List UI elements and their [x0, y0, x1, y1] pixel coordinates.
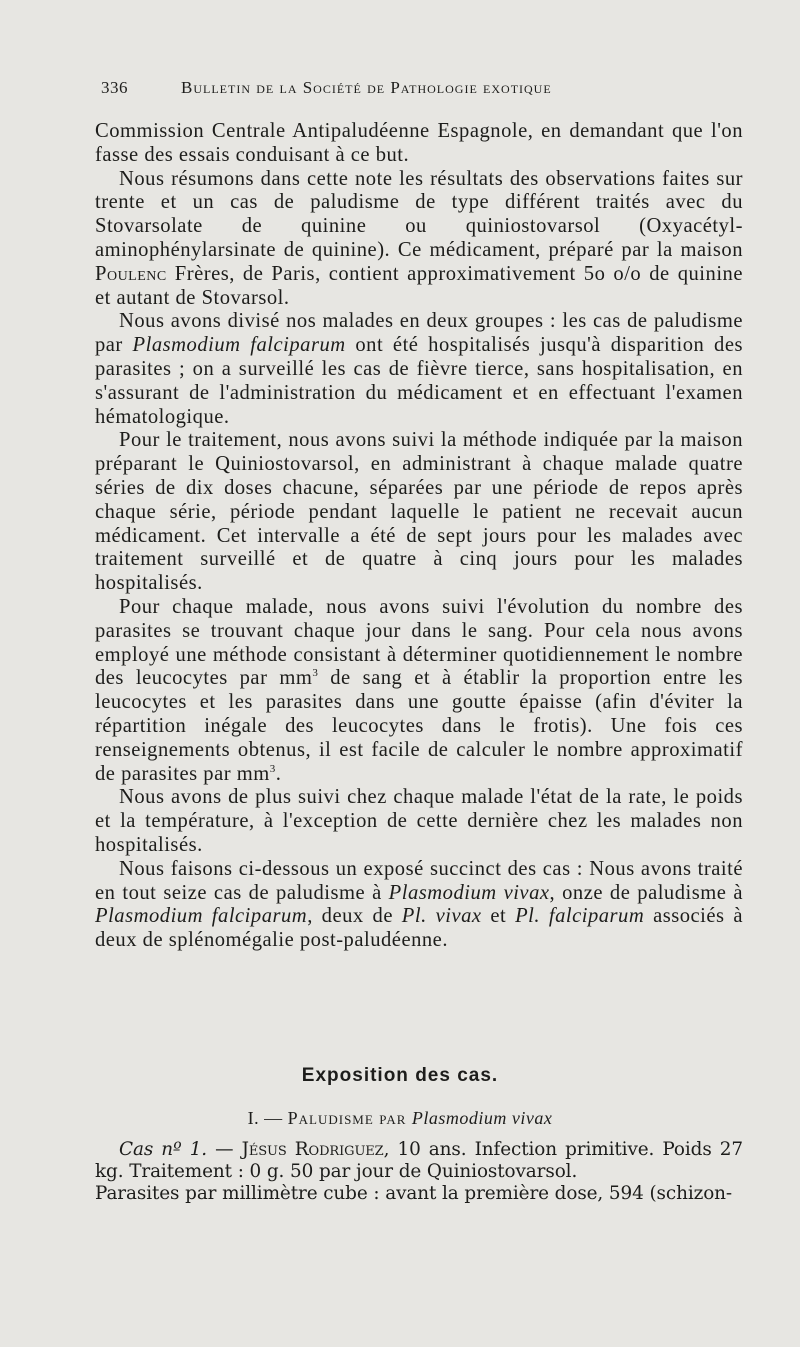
firm-name: Poulenc	[95, 262, 167, 285]
running-title: Bulletin de la Société de Pathologie exotique	[181, 78, 552, 97]
text-run: associés à deux de splénomégalie post-paludéenne.	[95, 905, 744, 952]
paragraph-6: Nous avons de plus suivi chez chaque malade l'état de la rate, le poids et la température, à l'exception de cette dernière chez les malades non hospitalisés.	[95, 786, 743, 856]
case-paragraph	[95, 1139, 743, 1183]
page-number: 336	[101, 78, 128, 97]
subsection-heading	[0, 1108, 800, 1129]
species-name: Plasmodium vivax	[388, 881, 550, 904]
text-run: Nous faisons ci-dessous un exposé succinct des cas : Nous avons traité en tout seize cas de paludisme à	[95, 857, 743, 904]
text-run: ont été hospitalisés jusqu'à disparition des parasites ; on a surveillé les cas de fièvre tierce, sans hospitalisation, en s'assurant de l'administration du médicament et en effectuant l'examen hématologique.	[95, 334, 744, 428]
text-run: de sang et à établir la proportion entre les leucocytes et les parasites dans une goutte épaisse (afin d'éviter la répartition inégale des leucocytes dans le frotis). Une fois ces renseignements obtenus, il est facile de calculer le nombre approximatif de parasites par mm	[95, 667, 744, 785]
case-report	[95, 1139, 743, 1205]
text-run: , onze de paludisme à	[549, 881, 743, 904]
text-run: , deux de	[307, 905, 402, 928]
species-name: Plasmodium falciparum	[95, 905, 308, 928]
text-run: Pour chaque malade, nous avons suivi l'évolution du nombre des parasites se trouvant chaque jour dans le sang. Pour cela nous avons employé une méthode consistant à déterminer quotidiennement le nombre des leucocytes par mm	[95, 595, 743, 690]
text-run: Nous résumons dans cette note les résultats des observations faites sur trente et un cas de paludisme de type différent traités avec du Stovarsolate de quinine ou quiniostovarsol (Oxyacétyl-aminophénylarsinate de quinine). Ce médicament, préparé par la maison	[95, 167, 743, 261]
species-name: Plasmodium vivax	[411, 1108, 553, 1128]
species-name: Plasmodium falciparum	[132, 334, 346, 357]
paragraph-7	[95, 858, 743, 953]
superscript: 3	[269, 762, 276, 775]
text-run: Nous avons divisé nos malades en deux groupes : les cas de paludisme par	[95, 310, 743, 357]
superscript: 3	[312, 667, 319, 680]
text-run: .	[275, 762, 282, 785]
text-run: Frères, de Paris, contient approximativement 5o o/o de quinine et autant de Stovarsol.	[95, 262, 743, 309]
paragraph-4: Pour le traitement, nous avons suivi la méthode indiquée par la maison préparant le Quiniostovarsol, en administrant à chaque malade quatre séries de dix doses chacune, séparées par une période de repos après chaque série, période pendant laquelle le patient ne recevait aucun médicament. Cet intervalle a été de sept jours pour les malades avec traitement surveillé et de quatre à cinq jours pour les malades hospitalisés.	[95, 429, 743, 595]
paragraph-3	[95, 310, 743, 429]
case-paragraph: Parasites par millimètre cube : avant la première dose, 594 (schizon-	[95, 1183, 733, 1204]
subsection-number: I. —	[247, 1108, 288, 1128]
text-run: et	[481, 905, 516, 928]
paragraph-1: Commission Centrale Antipaludéenne Espagnole, en demandant que l'on fasse des essais conduisant à ce but.	[95, 120, 743, 166]
text-run: , 10 ans. Infection primitive. Poids 27 kg. Traitement : 0 g. 50 par jour de Quiniostovarsol.	[95, 1139, 743, 1182]
species-name: Pl. falciparum	[515, 905, 645, 928]
text-run: —	[207, 1139, 242, 1160]
paragraph-2	[95, 168, 743, 311]
subsection-label: Paludisme par	[287, 1108, 412, 1128]
paragraph-5	[95, 596, 743, 786]
section-heading: Exposition des cas.	[301, 1065, 499, 1086]
case-label: Cas nº 1.	[119, 1139, 208, 1160]
patient-name: Jésus Rodriguez	[241, 1139, 384, 1160]
body-text	[95, 120, 743, 953]
running-header	[101, 78, 661, 98]
species-name: Pl. vivax	[401, 905, 482, 928]
